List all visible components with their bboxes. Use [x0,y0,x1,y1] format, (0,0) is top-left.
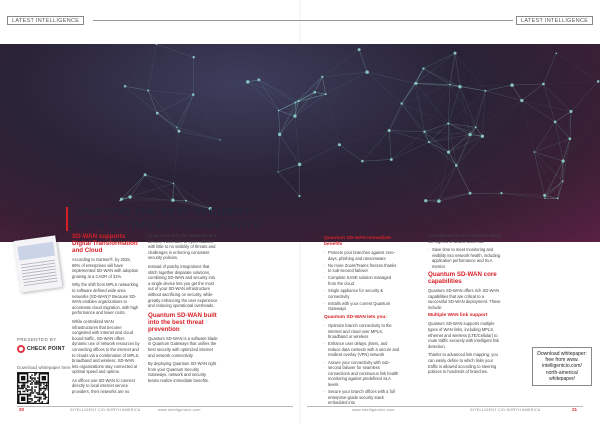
paragraph: your wide area branch network to deliver the highest of award-catch rate [428,233,502,244]
footer-rule-right [307,406,583,407]
sponsor-logo [17,345,65,353]
paragraph: Thanks to advanced link mapping, you can easily define to which links your traffic is allowed according to steering policies to hundreds of branches. [428,352,498,375]
paragraph: Why the shift from MPLS networking to software defined wide area networks (SD-WAN)? Because SD-WAN enables organizations to accelerate cloud migration, with high performance and lower costs. [72,282,139,316]
article-headline [76,206,316,232]
presented-by-label: PRESENTED BY [17,337,57,342]
paragraph: By deploying Quantum SD-WAN right from your Quantum Security Gateways, network and security teams realize immediate benefits. [148,361,217,383]
paragraph: Quantum SD-WAN offers rich SD-WAN capabilities that are critical to a successful SD-WAN deployment. These include: [428,288,501,310]
column-subheading: Quantum SD-WAN lets you: [324,314,387,320]
download-whitepaper-callout[interactable]: Download whitepaper: free from www. intelligentcio.com/ north-america/ whitepaper/ [532,347,592,386]
list-item: · Complete SASE solution managed from the cloud [324,275,400,286]
column-heading: Quantum SD-WAN built into the best threat prevention [148,311,217,333]
article-column-4 [428,233,504,378]
headline-line-2: WITH OPTIMIZED CONNECTIVITY [76,219,261,231]
column-subheading: Multiple WAN link support [428,313,488,319]
whitepaper-cover-thumbnail[interactable] [14,235,63,292]
list-item: · Secure your branch offices with a full enterprise-grade security stack embedded into [324,389,400,406]
page-number-right: 21 [572,407,578,412]
footer-url-right: www.intelligentcio.com [352,408,395,412]
paragraph: While centralized WAN infrastructures that become congested with internet and cloud bound traffic, SD-WAN offers dynamic use of network resources by connecting offices to the internet and to clouds via a combination of MPLS, broadband and wireless. SD-WAN lets organizations stay connected at optimal speed and uptime. [72,318,140,375]
section-tag-right: LATEST INTELLIGENCE [516,16,593,25]
paragraph: According to Gartner®, by 2025, 65% of enterprises will have implemented SD-WAN with adoption growing at a CAGR of 31%. [72,257,139,279]
article-column-3 [324,233,400,407]
list-item: · Assure your connectivity with sub-second failover for seamless connections and continuous link health monitoring against predefined SLA levels [324,360,400,388]
paragraph: Instead of patchy integrations that stitch together disparate solutions, combining SD-WAN and security into a single device lets you get the most out of your SD-WAN infrastructure without sacrificing on security, while greatly enhancing the user experience and reducing operational overheads. [148,263,218,309]
footer-brand-right: INTELLIGENT CIO NORTH AMERICA [470,408,541,412]
paragraph: As offices use SD-WAN to connect directly to local internet service providers, their networks are no [72,377,136,395]
monitoring-list [428,247,504,269]
list-item: · Optimize branch connectivity to the internet and cloud over MPLS, broadband or wireless [324,323,400,340]
benefits-list [324,250,400,312]
check-point-logo-icon [17,345,25,353]
headline-accent-bar [66,207,68,231]
list-item: · No more Zoom/Teams freezes thanks to sub-second failover [324,263,400,274]
headline-line-1: UNIFYING THE BEST SECURITY [76,206,252,218]
column-subheading: Quantum SD-WAN immediate benefits [324,236,391,247]
footer-rule-left [17,406,293,407]
page-number-left: 20 [19,407,25,412]
article-column-2 [148,233,218,386]
column-heading: Quantum SD-WAN core capabilities [428,271,497,286]
paragraph: Quantum SD-WAN is a software blade in Quantum Gateways that unifies the best security with optimized internet and network connectivity. [148,335,218,358]
list-item: · Installs with your current Quantum Gateways [324,301,400,312]
section-tag-left: LATEST INTELLIGENCE [7,16,84,25]
article-column-1 [72,233,140,398]
paragraph: longer secured by the datacenter and become vulnerable to cyber attacks, with little to no visibility of threats and challenges in enforcing consistent security policies. [148,233,216,261]
footer-url-left: www.intelligentcio.com [158,408,201,412]
list-item: · Enhance user delays, jitters, and reduce data contexts with a secure and resilient overlay (VPN) network [324,341,400,358]
qr-code-icon[interactable] [17,372,49,404]
capabilities-list [324,323,400,406]
list-item: · Protects your branches against zero-days, phishing and ransomware [324,250,400,261]
paragraph: Quantum SD-WAN supports multiple types of WAN links, including MPLS, ethernet and wireless (LTE/Cellular) to route traffic securely with intelligent link detection. [428,321,499,349]
top-rule [93,20,513,21]
footer-brand-left: INTELLIGENT CIO NORTH AMERICA [70,408,141,412]
sponsor-logo-text: CHECK POINT [27,346,65,352]
download-whitepaper-label: Download whitepaper here [17,365,71,370]
list-item: · Save time to meet monitoring and visibility into network health, including application performance and SLA metrics [428,247,504,269]
column-heading: SD-WAN supports Digital Transformation and Cloud [72,233,138,254]
list-item: · Single appliance for security & connectivity [324,288,400,299]
